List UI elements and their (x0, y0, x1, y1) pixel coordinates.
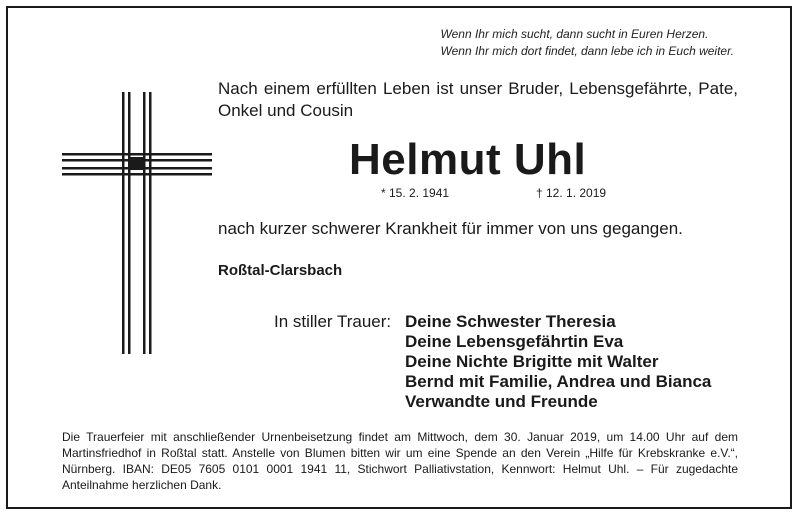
funeral-details: Die Trauerfeier mit anschließender Urnenbeisetzung findet am Mittwoch, dem 30. Januar 2019, um 14.00 Uhr auf dem Martinsfriedhof in Roßtal statt. Anstelle von Blumen bitten wir um eine Spende an den Verein „Hilfe für Krebskranke e.V.“, Nürnberg. IBAN: DE05 7605 0101 0001 1941 11, Stichwort Palliativstation, Kennwort: Helmut Uhl. – Für zugedachte Anteilnahme herzlichen Dank. (62, 430, 738, 492)
quote-line-1: Wenn Ihr mich sucht, dann sucht in Euren Herzen. (440, 27, 709, 41)
mourners-list (405, 312, 711, 412)
epigraph-quote (441, 26, 735, 60)
cross-icon (62, 92, 212, 354)
mourner-item: Deine Lebensgefährtin Eva (405, 332, 624, 351)
place-name: Roßtal-Clarsbach (218, 262, 343, 279)
mourner-item: Bernd mit Familie, Andrea und Bianca (405, 372, 712, 391)
quote-line-2: Wenn Ihr mich dort findet, dann lebe ich in Euch weiter. (440, 44, 734, 58)
death-date: † 12. 1. 2019 (536, 186, 607, 200)
intro-text: Nach einem erfüllten Leben ist unser Bruder, Lebensgefährte, Pate, Onkel und Cousin (218, 79, 738, 120)
mourner-item: Deine Schwester Theresia (405, 312, 616, 331)
mourner-item: Verwandte und Freunde (405, 392, 598, 411)
deceased-name: Helmut Uhl (349, 135, 587, 184)
mourner-item: Deine Nichte Brigitte mit Walter (405, 352, 659, 371)
passing-text: nach kurzer schwerer Krankheit für immer von uns gegangen. (218, 219, 683, 238)
birth-date: * 15. 2. 1941 (381, 186, 450, 200)
mourning-label: In stiller Trauer: (274, 312, 392, 331)
